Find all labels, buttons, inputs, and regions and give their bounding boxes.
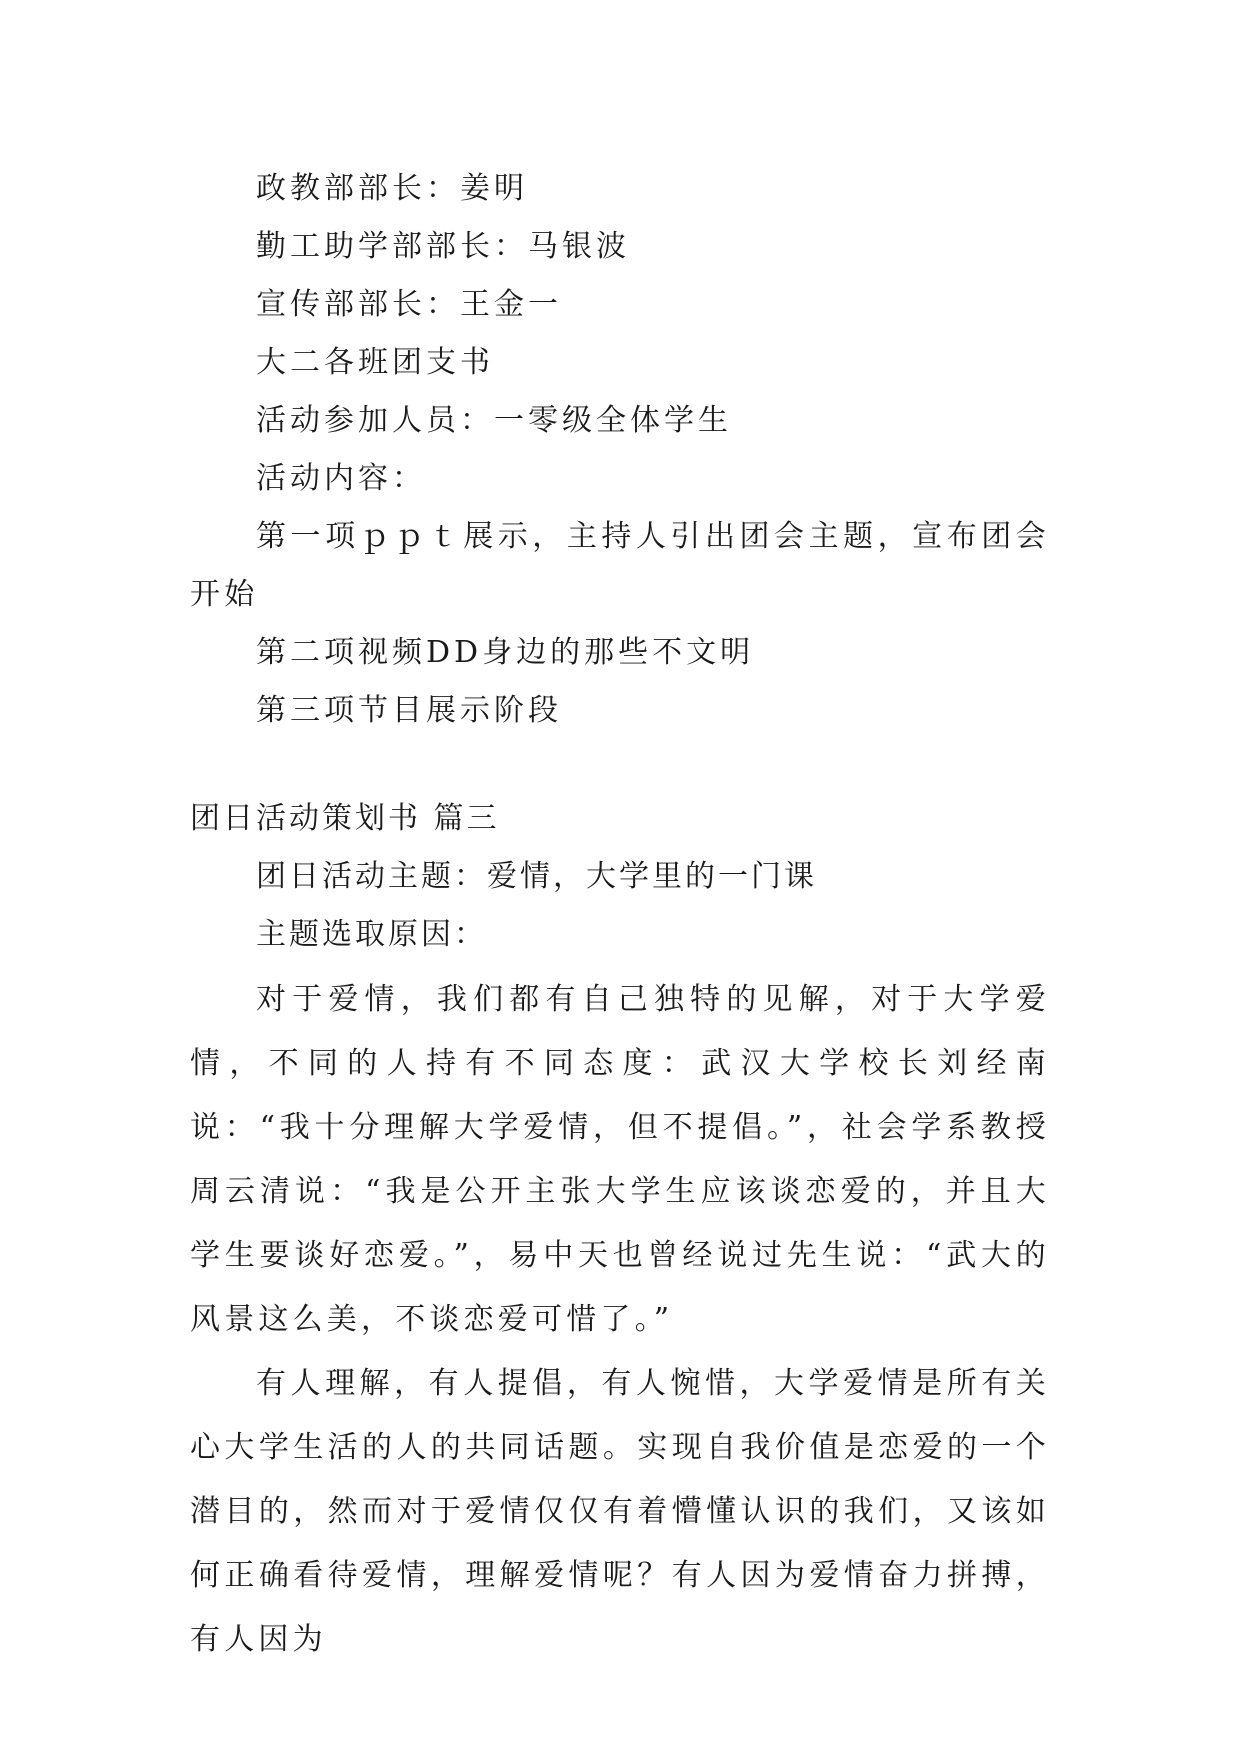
- officer-line-politics: 政教部部长：姜明: [256, 171, 528, 206]
- document-content: [190, 160, 1050, 1672]
- officer-line-secretaries: 大二各班团支书: [256, 345, 494, 380]
- officer-line-workstudy: 勤工助学部部长：马银波: [256, 229, 630, 264]
- activity-item-1: 第一项ｐｐｔ展示，主持人引出团会主题，宣布团会开始: [190, 519, 1050, 612]
- officer-line-publicity: 宣传部部长：王金一: [256, 287, 562, 322]
- paragraph-2: 有人理解，有人提倡，有人惋惜，大学爱情是所有关心大学生活的人的共同话题。实现自我价值是恋爱的一个潜目的，然而对于爱情仅仅有着懵懂认识的我们，又该如何正确看待爱情，理解爱情呢？有人因为爱情奋力拼搏，有人因为: [190, 1366, 1050, 1657]
- activity-item-3: 第三项节目展示阶段: [256, 693, 562, 728]
- section-reason-label: 主题选取原因：: [256, 917, 487, 952]
- participants-line: 活动参加人员：一零级全体学生: [256, 403, 732, 438]
- paragraph-1: 对于爱情，我们都有自己独特的见解，对于大学爱情，不同的人持有不同态度：武汉大学校长刘经南说：“我十分理解大学爱情，但不提倡。”，社会学系教授周云清说：“我是公开主张大学生应该谈恋爱的，并且大学生要谈好恋爱。”，易中天也曾经说过先生说：“武大的风景这么美，不谈恋爱可惜了。”: [190, 982, 1050, 1337]
- section-theme: 团日活动主题：爱情，大学里的一门课: [256, 859, 817, 894]
- activity-item-2: 第二项视频DD身边的那些不文明: [256, 635, 755, 670]
- section-spacer: [190, 740, 1050, 790]
- section-title: 团日活动策划书 篇三: [190, 801, 500, 836]
- activity-content-label: 活动内容：: [256, 461, 426, 496]
